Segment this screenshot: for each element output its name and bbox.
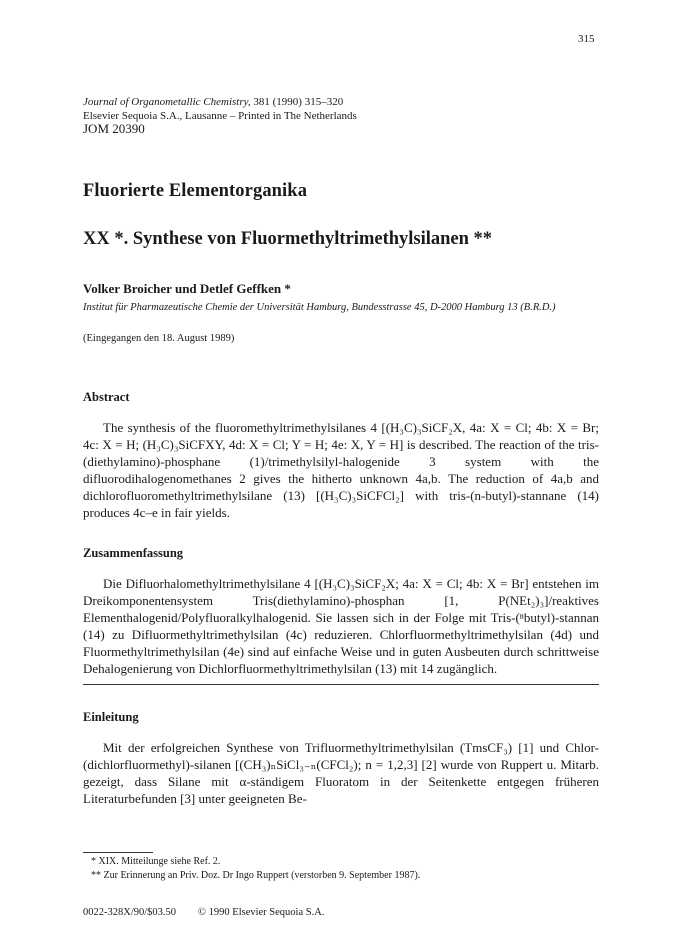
einleitung-body: [83, 739, 599, 807]
journal-volume-pages: 381 (1990) 315–320: [250, 96, 344, 108]
copyright: © 1990 Elsevier Sequoia S.A.: [198, 907, 325, 918]
zusammenfassung-text: Die Difluorhalomethyltrimethylsilane 4 [(H₃C)₃SiCF₂X; 4a: X = Cl; 4b: X = Br] entstehen im Dreikomponentensystem Tris(diethylamino)-phosphan [1, P(NEt₂)₃]/reaktives Elementhalogenid/Polyfluoralkylhalogenid. Sie lassen sich in der Folge mit Tris-(ⁿbutyl)-stannan (14) zu Difluormethyltrimethylsilan (4c) reduzieren. Chlorfluormethyltrimethylsilan (4d) und Fluormethyltrimethylsilan (4e) sind auf einfache Weise und in guten Ausbeuten durch schrittweise Dehalogenierung von Dichlorfluormethyltrimethylsilan (13) mit 14 zugänglich.: [83, 576, 599, 676]
received-date: (Eingegangen den 18. August 1989): [83, 333, 235, 344]
affiliation: Institut für Pharmazeutische Chemie der Universität Hamburg, Bundesstrasse 45, D-2000 Hamburg 13 (B.R.D.): [83, 302, 556, 313]
page-number: 315: [578, 33, 595, 45]
einleitung-heading: Einleitung: [83, 710, 139, 724]
abstract-text: The synthesis of the fluoromethyltrimethylsilanes 4 [(H₃C)₃SiCF₂X, 4a: X = Cl; 4b: X = Br; 4c: X = H; (H₃C)₃SiCFXY, 4d: X = Cl; Y = H; 4e: X, Y = H] is described. The reaction of the tris-(diethylamino)-phosphane (1)/trimethylsilyl-halogenide 3 system with the difluorodihalogenomethanes 2 gives the hitherto unknown 4a,b. The reduction of 4a,b and dichlorofluoromethyltrimethylsilane (13) [(H₃C)₃SiCFCl₂] with tris-(n-butyl)-stannane (14) produces 4c–e in fair yields.: [83, 420, 599, 520]
zusammenfassung-heading: Zusammenfassung: [83, 546, 184, 560]
zusammenfassung-body: [83, 575, 599, 677]
issn-price: 0022-328X/90/$03.50: [83, 907, 177, 918]
footnote-divider: [83, 852, 153, 853]
journal-name: Journal of Organometallic Chemistry,: [83, 96, 251, 108]
jom-id: JOM 20390: [83, 121, 145, 136]
section-divider: [83, 684, 599, 685]
abstract-body: [83, 419, 599, 521]
journal-citation: [83, 95, 583, 123]
einleitung-text: Mit der erfolgreichen Synthese von Trifluormethyltrimethylsilan (TmsCF₃) [1] und Chlor-(dichlorfluormethyl)-silanen [(CH₃)ₙSiCl₃₋ₙ(CFCl₂); n = 1,2,3] [2] wurde von Ruppert u. Mitarb. gezeigt, dass Silane mit α-ständigem Fluoratom in der Seitenkette entgegen früheren Literaturbefunden [3] unter geeigneten Be-: [83, 740, 599, 806]
copyright-line: [83, 907, 324, 918]
abstract-heading: Abstract: [83, 390, 130, 404]
publisher-line: Elsevier Sequoia S.A., Lausanne – Printed in The Netherlands: [83, 110, 357, 122]
footnotes: [83, 855, 420, 883]
footnote-1: * XIX. Mitteilunge siehe Ref. 2.: [91, 856, 221, 867]
paper-subtitle: XX *. Synthese von Fluormethyltrimethylsilanen **: [83, 229, 493, 249]
paper-title: Fluorierte Elementorganika: [83, 181, 308, 201]
footnote-2: ** Zur Erinnerung an Priv. Doz. Dr Ingo Ruppert (verstorben 9. September 1987).: [91, 870, 421, 881]
authors: Volker Broicher und Detlef Geffken *: [83, 281, 291, 296]
